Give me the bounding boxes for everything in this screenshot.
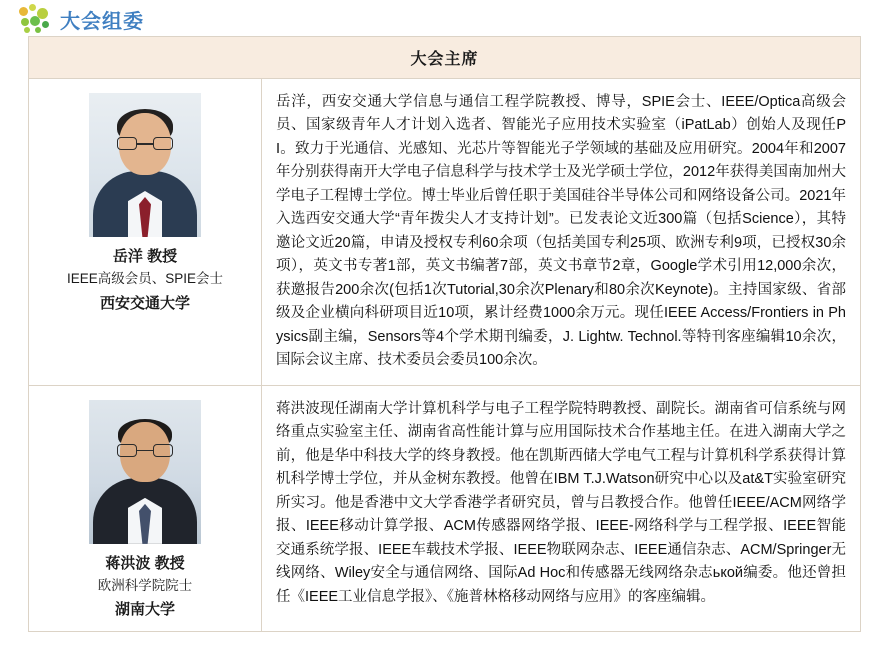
person-organization: 西安交通大学 [99, 294, 190, 312]
person-bio: 蒋洪波现任湖南大学计算机科学与电子工程学院特聘教授、副院长。湖南省可信系统与网络重点实验室主任、湖南省高性能计算与应用国际技术合作基地主任。在进入湖南大学之前，他是华中科技大学的终身教授。他在凯斯西储大学电气工程与计算机科学系获得计算机科学博士学位，并从金树东教授。他曾在IBM T.J.Watson研究中心以及at&T实验室研究所实习。他是香港中文大学香港学者研究员，曾与吕教授合作。他曾任IEEE/ACM网络学报、IEEE移动计算学报、ACM传感器网络学报、IEEE-网络科学与工程学报、IEEE智能交通系统学报、IEEE车载技术学报、IEEE物联网杂志、IEEE通信杂志、ACM/Springer无线网络、Wiley安全与通信网络、国际Ad Hoc和传感器无线网络杂志ькой编委。他还曾担任《IEEE工业信息学报》、《施普林格移动网络与应用》的客座编辑。 [276, 400, 846, 605]
committee-table [28, 36, 861, 632]
person-name: 蒋洪波 教授 [105, 554, 185, 572]
person-photo-cell [29, 79, 262, 385]
page-header [0, 0, 869, 36]
table-row [29, 79, 860, 386]
person-name: 岳洋 教授 [112, 248, 178, 265]
portrait-photo [89, 93, 201, 237]
person-bio: 岳洋，西安交通大学信息与通信工程学院教授、博导，SPIE会士、IEEE/Optica高级会员、国家级青年人才计划入选者、智能光子应用技术实验室（iPatLab）创始人及现任PI。致力于光通信、光感知、光芯片等智能光子学领域的基础及应用研究。2004年和2007年分别获得南开大学电子信息科学与技术学士及光学硕士学位，2012年获得美国南加州大学电子工程博士学位。博士毕业后曾任职于美国硅谷半导体公司和网络设备公司。2021年入选西安交通大学“青年拨尖人才支持计划”。已发表论文近300篇（包括Science），其特邀论文近20篇，申请及授权专利60余项（包括美国专利25项、欧洲专利9项，已授权30余项），英文书专著1部，英文书编著7部，英文书章节2章，Google学术引用12,000余次，获邀报告200余次(包括1次Tutorial,30余次Plenary和80余次Keynote)。主持国家级、省部级及企业横向科研项目近10项，累计经费1000余万元。现任IEEE Access/Frontiers in Physics副主编，Sensors等4个学术期刊编委，J. Lightw. Technol.等特刊客座编辑10余次，国际会议主席、技术委员会委员100余次。 [276, 94, 846, 369]
person-organization: 湖南大学 [114, 601, 175, 619]
portrait-photo [89, 400, 201, 544]
page-title: 大会组委 [60, 10, 144, 33]
table-row [29, 386, 860, 633]
section-band-title: 大会主席 [29, 37, 860, 79]
colored-dots-logo-icon [18, 4, 52, 34]
person-credentials: 欧洲科学院院士 [97, 577, 193, 593]
person-photo-cell [29, 386, 262, 632]
person-credentials: IEEE高级会员、SPIE会士 [66, 271, 224, 286]
